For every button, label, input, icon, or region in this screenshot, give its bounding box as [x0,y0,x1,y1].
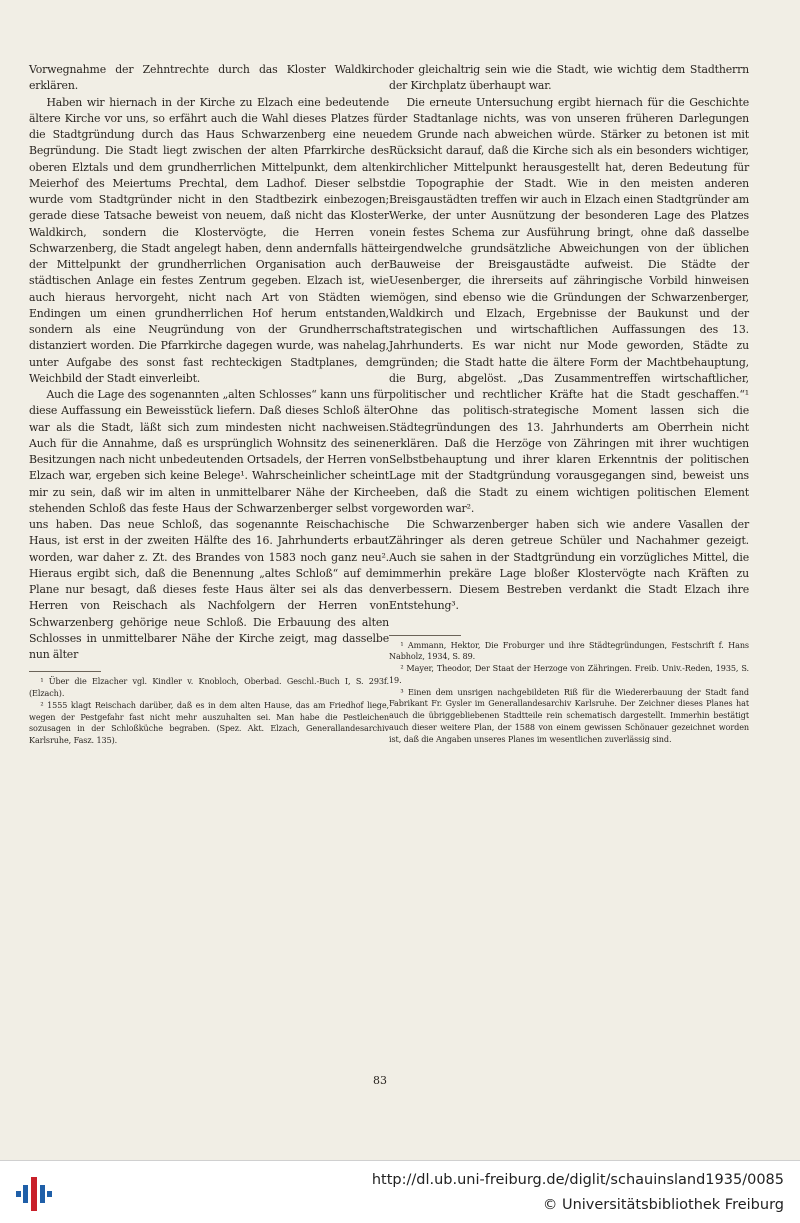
copyright-text: © Universitätsbibliothek Freiburg [542,1197,784,1213]
page-number: 83 [373,1074,387,1087]
right-column [389,62,749,746]
source-url-link[interactable]: http://dl.ub.uni-freiburg.de/diglit/schauinsland1935/0085 [371,1172,784,1188]
footnotes [389,640,749,746]
footnote: ¹ Ammann, Hektor, Die Froburger und ihre Städtegründungen, Festschrift f. Hans Nabholz, 1934, S. 89. [389,639,749,662]
paragraph: oder gleichaltrig sein wie die Stadt, wie wichtig dem Stadtherrn der Kirchplatz überhaupt war. [389,63,749,93]
footer-bar [0,1160,800,1223]
paragraph: Auch die Lage des sogenannten „alten Schlosses“ kann uns für diese Auffassung ein Beweisstück liefern. Daß dieses Schloß älter war als die Stadt, läßt sich zum mindesten nicht nachweisen. Auch für die Annahme, daß es ursprünglich Wohnsitz des seinen Besitzungen nach nicht unbedeutenden Ortsadels, der Herren von Elzach war, ergeben sich keine Belege¹. Wahrscheinlicher scheint mir zu sein, daß wir im alten in unmittelbarer Nähe der Kirche stehenden Schloß das feste Haus der Schwarzenberger selbst vor uns haben. Das neue Schloß, das sogenannte Reischachische Haus, ist erst in der zweiten Hälfte des 16. Jahrhunderts erbaut worden, war daher z. Zt. des Brandes von 1583 noch ganz neu². Hieraus ergibt sich, daß die Benennung „altes Schloß“ auf dem Plane nur besagt, daß dieses feste Haus älter sei als das den Herren von Reischach als Nachfolgern der Herren von Schwarzenberg gehörige neue Schloß. Die Erbauung des alten Schlosses in unmittelbarer Nähe der Kirche zeigt, mag dasselbe nun älter [29,388,389,661]
footnote: ² Mayer, Theodor, Der Staat der Herzoge von Zähringen. Freib. Univ.-Reden, 1935, S. 19. [389,663,749,685]
footnote: ³ Einen dem unsrigen nachgebildeten Riß für die Wiedererbauung der Stadt fand Fabrikant Fr. Gysler im Generallandesarchiv Karlsruhe. Der Zeichner dieses Planes hat auch die übriggebliebenen Stadtteile rein schematisch dargestellt. Immerhin bestätigt auch dieser weitere Plan, der 1588 von einem gewissen Schönauer gezeichnet worden ist, daß die Angaben unseres Planes im wesentlichen zuverlässig sind. [389,686,749,744]
footnote: ¹ Über die Elzacher vgl. Kindler v. Knobloch, Oberbad. Geschl.-Buch I, S. 293f. (Elzach). [29,676,389,699]
footnotes [29,676,389,747]
footnote-divider [29,671,101,672]
footnote-divider [389,635,461,636]
left-column [29,62,389,747]
paragraph: Vorwegnahme der Zehntrechte durch das Kloster Waldkirch erklären. [29,63,389,93]
footnote: ² 1555 klagt Reischach darüber, daß es in dem alten Hause, das am Friedhof liege, wegen der Pestgefahr fast nicht mehr auszuhalten sei. Man habe die Pestleichen sozusagen in der Schloßküche begraben. (Spez. Akt. Elzach, Generallandesarchiv Karlsruhe, Fasz. 135). [29,699,389,746]
ub-freiburg-logo-icon [14,1171,54,1215]
paragraph: Die Schwarzenberger haben sich wie andere Vasallen der Zähringer als deren getreue Schüler und Nachahmer gezeigt. Auch sie sahen in der Stadtgründung ein vorzügliches Mittel, die immerhin prekäre Lage bloßer Klostervögte nach Kräften zu verbessern. Diesem Bestreben verdankt die Stadt Elzach ihre Entstehung³. [389,518,749,613]
paragraph: Die erneute Untersuchung ergibt hiernach für die Geschichte der Stadtanlage nichts, was von unseren früheren Darlegungen dem Grunde nach abweichen würde. Stärker zu betonen ist mit Rücksicht darauf, daß die Kirche sich als ein besonders wichtiger, kirchlicher Mittelpunkt herausgestellt hat, deren Bedeutung für die Topographie der Stadt. Wie in den meisten anderen Breisgaustädten treffen wir auch in Elzach einen Stadtgründer am Werke, der unter Ausnützung der besonderen Lage des Platzes ein festes Schema zur Ausführung bringt, ohne daß dasselbe irgendwelche grundsätzliche Abweichungen von der üblichen Bauweise der Breisgaustädte aufweist. Die Städte der Uesenberger, die ihrerseits auf zähringische Vorbild hinweisen mögen, sind ebenso wie die Gründungen der Schwarzenberger, Waldkirch und Elzach, Ergebnisse der Baukunst und der strategischen und wirtschaftlichen Auffassungen des 13. Jahrhunderts. Es war nicht nur Mode geworden, Städte zu gründen; die Stadt hatte die ältere Form der Machtbehauptung, die Burg, abgelöst. „Das Zusammentreffen wirtschaftlicher, politischer und rechtlicher Kräfte hat die Stadt geschaffen.“¹ Ohne das politisch-strategische Moment lassen sich die Städtegründungen des 13. Jahrhunderts am Oberrhein nicht erklären. Daß die Herzöge von Zähringen mit ihrer wuchtigen Selbstbehauptung und ihrer klaren Erkenntnis der politischen Lage mit der Stadtgründung vorausgegangen sind, beweist uns eben, daß die Stadt zu einem wichtigen politischen Element geworden war². [389,95,749,515]
paragraph: Haben wir hiernach in der Kirche zu Elzach eine bedeutende ältere Kirche vor uns, so erfährt auch die Wahl dieses Platzes für die Stadtgründung durch das Haus Schwarzenberg eine neue Begründung. Die Stadt liegt zwischen der alten Pfarrkirche des oberen Elztals und dem grundherrlichen Mittelpunkt, dem alten Meierhof des Meiertums Prechtal, dem Ladhof. Dieser selbst wurde vom Stadtgründer nicht in den Stadtbezirk einbezogen; gerade diese Tatsache beweist von neuem, daß nicht das Kloster Waldkirch, sondern die Klostervögte, die Herren von Schwarzenberg, die Stadt angelegt haben, denn andernfalls hätte der Mittelpunkt der grundherrlichen Organisation auch der städtischen Anlage ein festes Zentrum gegeben. Elzach ist, wie auch hieraus hervorgeht, nicht nach Art von Städten wie Endingen um einen grundherrlichen Hof herum entstanden, sondern als eine Neugründung von der Grundherrschaft distanziert worden. Die Pfarrkirche dagegen wurde, was nahelag, unter Aufgabe des sonst fast rechteckigen Stadtplanes, dem Weichbild der Stadt einverleibt. [29,95,389,385]
